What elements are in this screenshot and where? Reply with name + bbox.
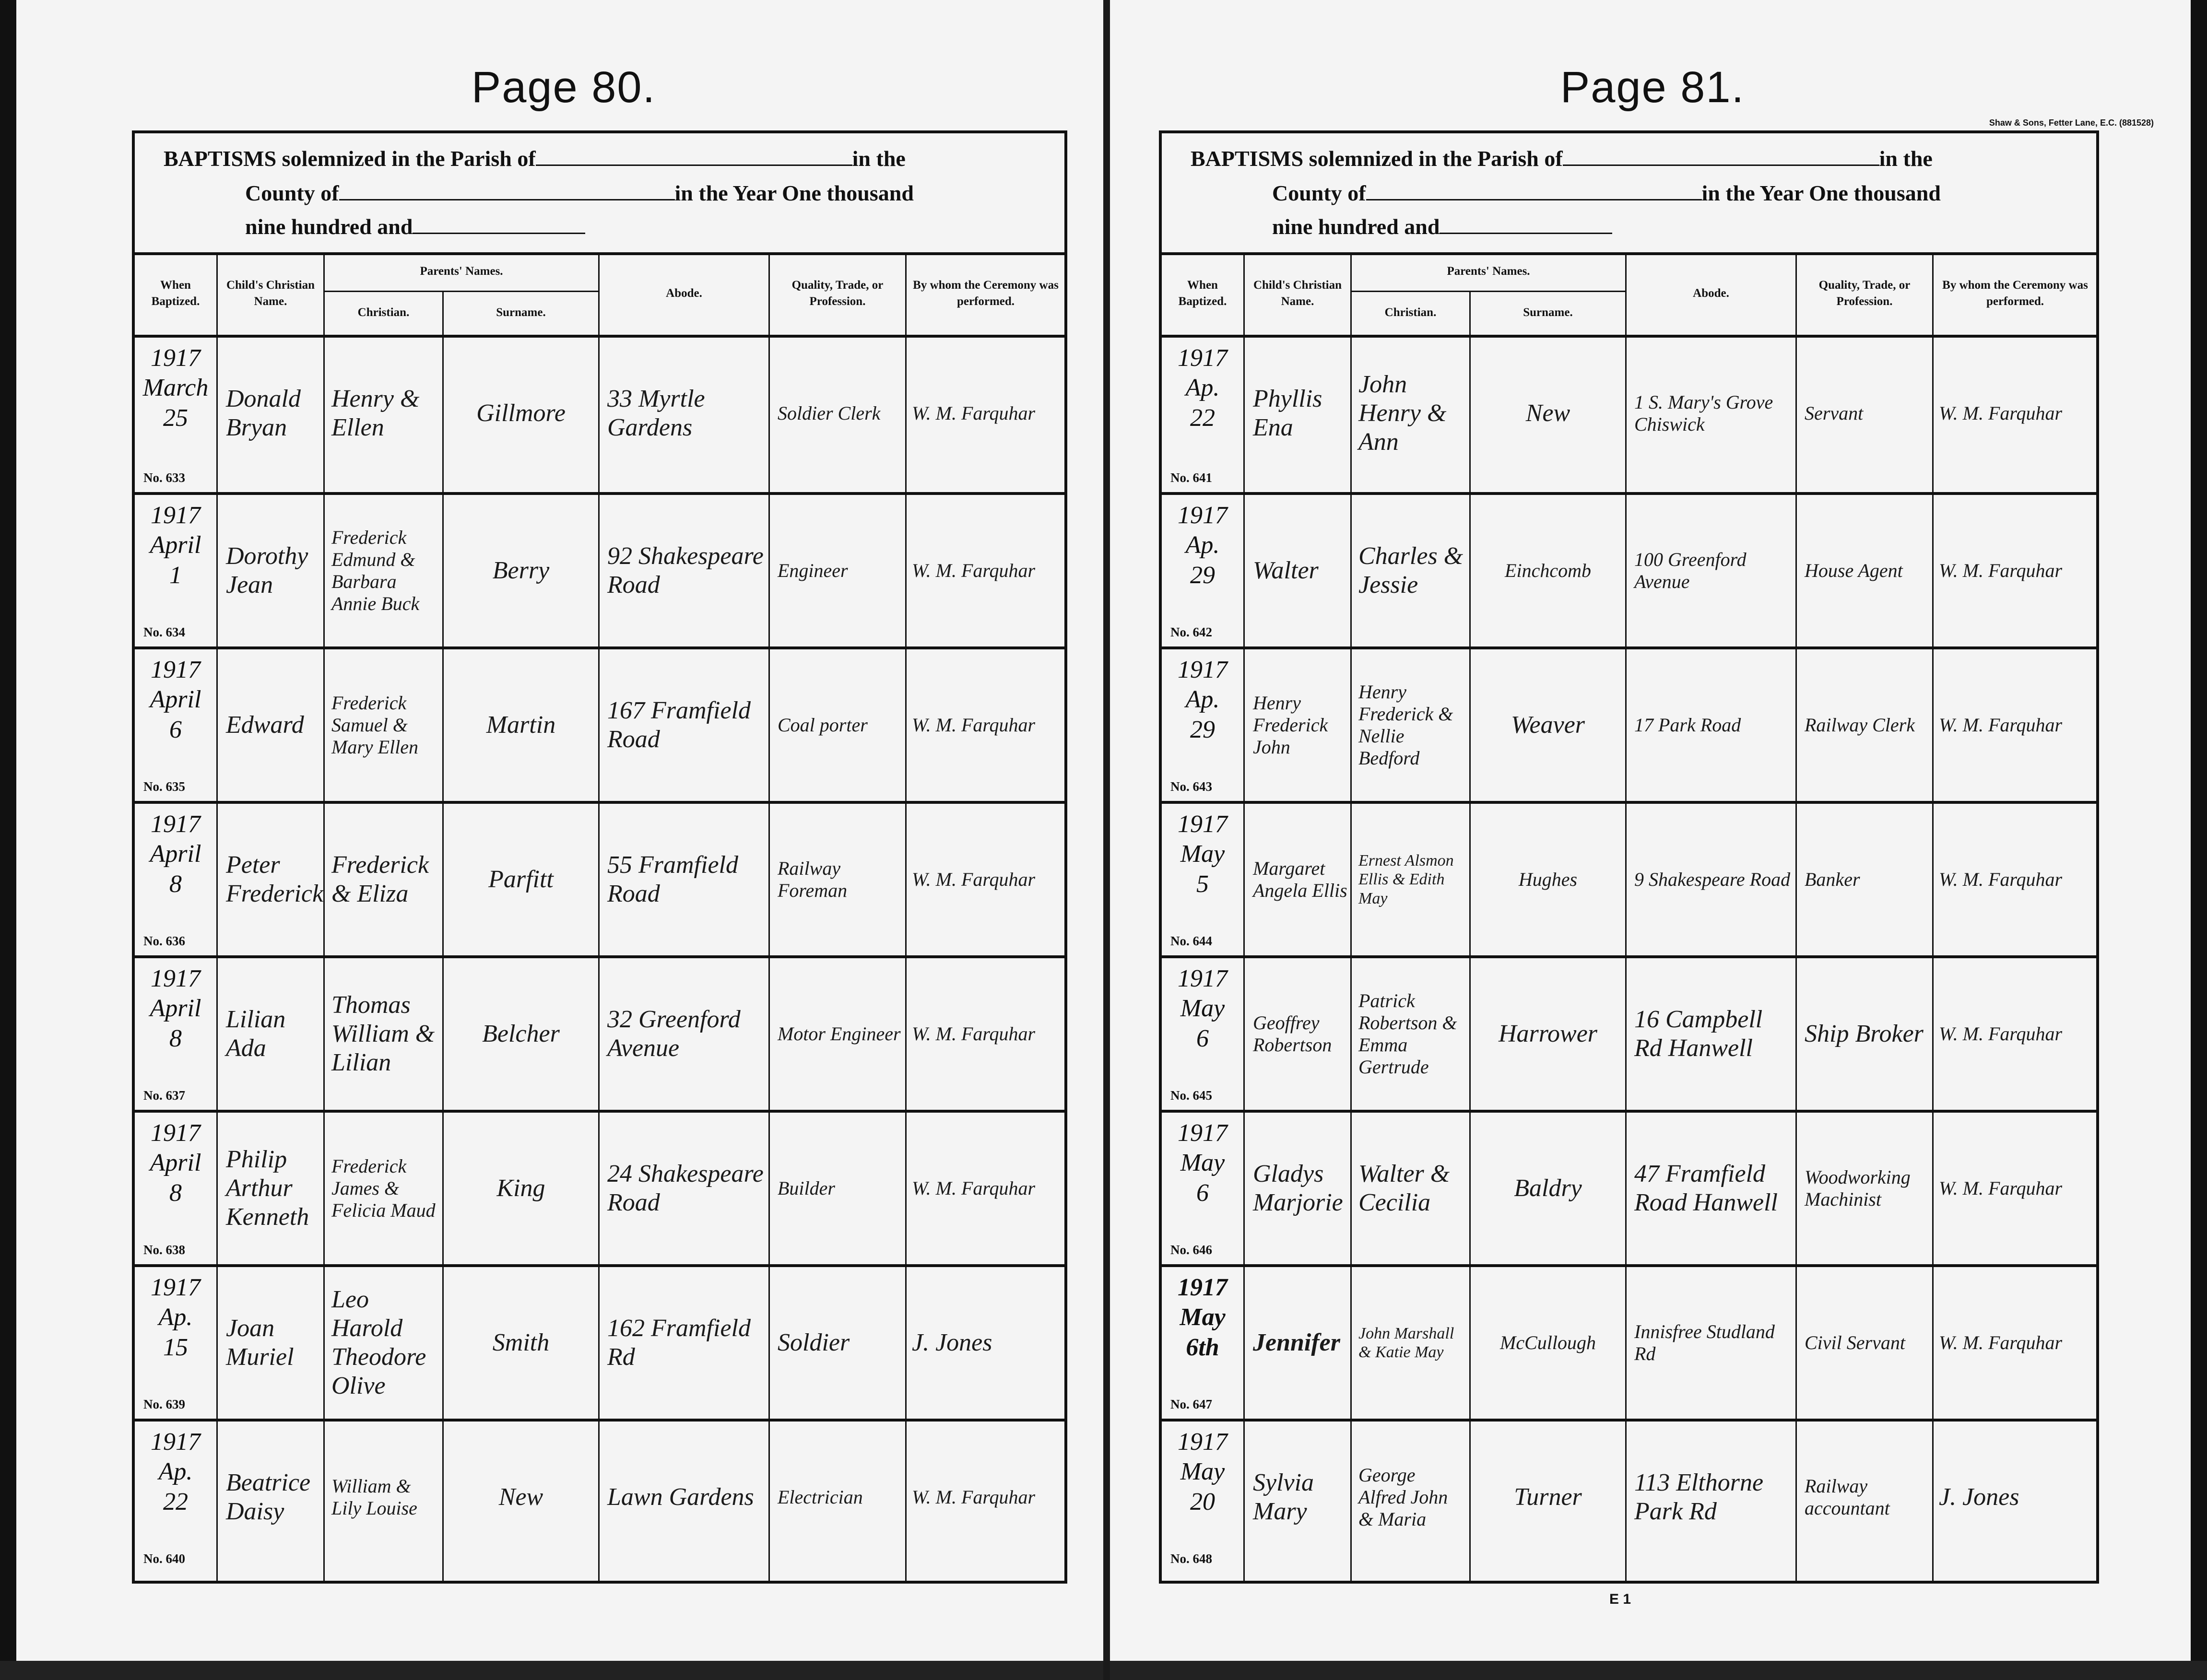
entry-number: No. 648 xyxy=(1170,1551,1212,1566)
entry-day: 22 xyxy=(163,1488,188,1516)
col-abode: Abode. xyxy=(666,287,702,300)
entry-child: Donald Bryan xyxy=(226,385,301,441)
table-row xyxy=(135,1110,1064,1264)
entry-month: April xyxy=(150,686,201,714)
entry-day: 6 xyxy=(169,716,182,743)
entry-parents-christian: John Henry & Ann xyxy=(1358,371,1447,456)
page-title: Page 80. xyxy=(471,63,656,112)
entry-parents-christian: Charles & Jessie xyxy=(1358,542,1463,599)
county-blank xyxy=(1366,199,1702,200)
divider xyxy=(325,291,598,292)
entry-abode: 167 Framfield Road xyxy=(607,697,751,753)
entry-child: Gladys Marjorie xyxy=(1253,1160,1343,1216)
register-frame xyxy=(1159,130,2099,1584)
entry-child: Peter Frederick xyxy=(226,851,324,907)
entry-year: 1917 xyxy=(1178,502,1227,529)
table-row xyxy=(135,1419,1064,1573)
entry-officiant: W. M. Farquhar xyxy=(1939,1332,2063,1353)
col-by-whom: By whom the Ceremony was performed. xyxy=(1942,279,2088,308)
entry-parents-christian: Ernest Alsmon Ellis & Edith May xyxy=(1358,852,1454,907)
table-row xyxy=(135,338,1064,492)
entry-parents-christian: Walter & Cecilia xyxy=(1358,1160,1450,1216)
entry-month: Ap. xyxy=(158,1458,193,1486)
entry-quality: Motor Engineer xyxy=(778,1023,901,1045)
col-parents: Parents' Names. xyxy=(1447,265,1530,278)
entry-year: 1917 xyxy=(151,811,201,838)
entry-number: No. 634 xyxy=(143,625,185,639)
table-row xyxy=(135,1264,1064,1419)
register-header xyxy=(135,133,1064,255)
parish-blank xyxy=(1563,164,1879,166)
entry-quality: Woodworking Machinist xyxy=(1805,1166,1911,1210)
entry-quality: Coal porter xyxy=(778,714,868,736)
entry-parents-christian: Henry & Ellen xyxy=(331,385,420,441)
header-text: in the xyxy=(1879,146,1933,171)
entry-day: 20 xyxy=(1190,1488,1215,1516)
col-abode: Abode. xyxy=(1693,287,1729,300)
entry-parents-christian: Frederick Edmund & Barbara Annie Buck xyxy=(331,527,420,614)
entry-officiant: W. M. Farquhar xyxy=(912,1486,1036,1508)
entry-surname: McCullough xyxy=(1500,1332,1596,1353)
register-header xyxy=(1162,133,2096,255)
year-blank xyxy=(413,233,585,234)
entry-month: Ap. xyxy=(158,1304,193,1331)
entry-year: 1917 xyxy=(1178,965,1227,992)
entry-month: Ap. xyxy=(1185,686,1220,714)
entry-abode: 17 Park Road xyxy=(1634,714,1741,736)
entry-officiant: W. M. Farquhar xyxy=(1939,1023,2063,1045)
entry-month: May xyxy=(1180,995,1225,1022)
entry-abode: 24 Shakespeare Road xyxy=(607,1160,764,1216)
entry-day: 25 xyxy=(163,404,188,432)
entry-quality: Builder xyxy=(778,1177,835,1199)
col-child: Child's Christian Name. xyxy=(226,279,315,308)
entry-number: No. 640 xyxy=(143,1551,185,1566)
book-gutter xyxy=(1103,0,1110,1680)
table-row xyxy=(135,492,1064,646)
entry-parents-christian: Henry Frederick & Nellie Bedford xyxy=(1358,681,1453,769)
entry-abode: 100 Greenford Avenue xyxy=(1634,549,1747,592)
entry-child: Walter xyxy=(1253,557,1319,585)
entry-day: 6 xyxy=(1196,1179,1209,1207)
table-row xyxy=(135,801,1064,955)
table-row xyxy=(1162,801,2096,955)
entry-officiant: J. Jones xyxy=(912,1329,992,1357)
entry-officiant: W. M. Farquhar xyxy=(912,402,1036,424)
entry-surname: Martin xyxy=(486,711,556,739)
year-blank xyxy=(1440,233,1612,234)
entry-abode: 47 Framfield Road Hanwell xyxy=(1634,1160,1778,1216)
entry-year: 1917 xyxy=(1178,1119,1227,1147)
entry-quality: Soldier Clerk xyxy=(778,402,881,424)
entry-surname: New xyxy=(498,1483,543,1511)
entry-abode: 113 Elthorne Park Rd xyxy=(1634,1469,1764,1525)
entry-month: April xyxy=(150,840,201,868)
entry-surname: Belcher xyxy=(482,1020,560,1048)
left-page xyxy=(29,0,1098,1680)
entry-month: April xyxy=(150,1149,201,1177)
entry-officiant: W. M. Farquhar xyxy=(1939,1177,2063,1199)
header-text: nine hundred and xyxy=(1272,214,1440,239)
entry-surname: Baldry xyxy=(1514,1175,1582,1202)
entry-parents-christian: John Marshall & Katie May xyxy=(1358,1324,1454,1361)
col-christian: Christian. xyxy=(1384,306,1437,319)
parish-blank xyxy=(536,164,852,166)
entry-number: No. 635 xyxy=(143,779,185,794)
entry-month: Ap. xyxy=(1185,531,1220,559)
header-text: County of xyxy=(245,181,339,205)
entry-day: 8 xyxy=(169,870,182,898)
entry-surname: Hughes xyxy=(1518,869,1578,890)
entry-day: 8 xyxy=(169,1024,182,1052)
entry-quality: Electrician xyxy=(778,1486,863,1508)
header-text: BAPTISMS solemnized in the Parish of xyxy=(164,146,536,171)
entry-year: 1917 xyxy=(151,344,201,372)
entry-year: 1917 xyxy=(1178,344,1227,372)
entry-month: April xyxy=(150,995,201,1022)
col-christian: Christian. xyxy=(357,306,410,319)
entry-officiant: W. M. Farquhar xyxy=(1939,714,2063,736)
entry-number: No. 638 xyxy=(143,1243,185,1257)
entry-month: May xyxy=(1180,1149,1225,1177)
entry-parents-christian: Frederick James & Felicia Maud xyxy=(331,1155,436,1221)
col-surname: Surname. xyxy=(1523,306,1573,319)
entry-year: 1917 xyxy=(1178,656,1227,683)
scan-edge-left xyxy=(0,0,16,1680)
entry-officiant: W. M. Farquhar xyxy=(912,1023,1036,1045)
entry-officiant: W. M. Farquhar xyxy=(912,1177,1036,1199)
entry-month: Ap. xyxy=(1185,374,1220,402)
entry-child: Philip Arthur Kenneth xyxy=(226,1146,309,1231)
entry-number: No. 641 xyxy=(1170,470,1212,485)
printer-imprint: Shaw & Sons, Fetter Lane, E.C. (881528) xyxy=(1989,118,2154,128)
entry-officiant: W. M. Farquhar xyxy=(912,560,1036,581)
entry-number: No. 642 xyxy=(1170,625,1212,639)
entry-quality: Engineer xyxy=(778,560,848,581)
table-row xyxy=(1162,1264,2096,1419)
col-by-whom: By whom the Ceremony was performed. xyxy=(913,279,1059,308)
header-text: in the Year One thousand xyxy=(1701,181,1941,205)
register-frame xyxy=(132,130,1067,1584)
entry-abode: Lawn Gardens xyxy=(607,1483,754,1511)
entry-surname: Berry xyxy=(492,557,550,585)
entry-parents-christian: George Alfred John & Maria xyxy=(1358,1464,1448,1530)
entry-year: 1917 xyxy=(151,502,201,529)
entry-child: Geoffrey Robertson xyxy=(1253,1012,1332,1056)
entry-abode: 1 S. Mary's Grove Chiswick xyxy=(1634,391,1773,435)
header-text: nine hundred and xyxy=(245,214,413,239)
entry-month: March xyxy=(142,374,209,402)
entry-parents-christian: Thomas William & Lilian xyxy=(331,991,435,1076)
entry-surname: Gillmore xyxy=(476,399,566,427)
entry-day: 22 xyxy=(1190,404,1215,432)
entry-number: No. 637 xyxy=(143,1088,185,1103)
entry-surname: Weaver xyxy=(1511,711,1585,739)
col-when: When Baptized. xyxy=(151,279,200,308)
entry-quality: Railway Foreman xyxy=(778,858,848,901)
entry-day: 8 xyxy=(169,1179,182,1207)
col-quality: Quality, Trade, or Profession. xyxy=(1818,279,1911,308)
entry-surname: Smith xyxy=(492,1329,550,1357)
table-row xyxy=(1162,492,2096,646)
entry-month: May xyxy=(1180,1304,1226,1331)
entry-child: Phyllis Ena xyxy=(1253,385,1322,441)
entry-day: 6 xyxy=(1196,1024,1209,1052)
entry-abode: Innisfree Studland Rd xyxy=(1634,1321,1775,1364)
entry-quality: Civil Servant xyxy=(1805,1332,1905,1353)
entry-surname: King xyxy=(496,1175,545,1202)
entry-abode: 33 Myrtle Gardens xyxy=(607,385,705,441)
page-title: Page 81. xyxy=(1560,63,1745,112)
entry-number: No. 644 xyxy=(1170,934,1212,948)
entry-year: 1917 xyxy=(151,965,201,992)
entry-month: April xyxy=(150,531,201,559)
right-page xyxy=(1118,0,2187,1680)
entry-quality: Ship Broker xyxy=(1805,1020,1924,1048)
header-text: in the Year One thousand xyxy=(674,181,914,205)
entry-abode: 16 Campbell Rd Hanwell xyxy=(1634,1006,1763,1062)
col-child: Child's Christian Name. xyxy=(1253,279,1342,308)
entry-abode: 55 Framfield Road xyxy=(607,851,738,907)
table-row xyxy=(1162,1419,2096,1573)
entry-quality: Soldier xyxy=(778,1329,850,1357)
table-row xyxy=(135,646,1064,801)
entry-year: 1917 xyxy=(151,656,201,683)
table-row xyxy=(1162,1110,2096,1264)
table-row xyxy=(135,955,1064,1110)
entry-parents-christian: Leo Harold Theodore Olive xyxy=(331,1286,426,1399)
entry-surname: Turner xyxy=(1514,1483,1582,1511)
header-text: BAPTISMS solemnized in the Parish of xyxy=(1191,146,1563,171)
entry-year: 1917 xyxy=(151,1119,201,1147)
col-surname: Surname. xyxy=(496,306,546,319)
entry-number: No. 646 xyxy=(1170,1243,1212,1257)
entry-parents-christian: Patrick Robertson & Emma Gertrude xyxy=(1358,990,1457,1078)
entry-child: Edward xyxy=(226,711,304,739)
entry-month: May xyxy=(1180,1458,1225,1486)
column-headers xyxy=(135,252,1064,338)
divider xyxy=(1352,291,1625,292)
header-text: County of xyxy=(1272,181,1366,205)
entry-child: Sylvia Mary xyxy=(1253,1469,1314,1525)
entry-quality: Railway Clerk xyxy=(1805,714,1915,736)
entry-surname: Harrower xyxy=(1498,1020,1598,1048)
col-when: When Baptized. xyxy=(1178,279,1227,308)
entry-day: 6th xyxy=(1186,1333,1219,1361)
entry-abode: 92 Shakespeare Road xyxy=(607,542,764,599)
entry-quality: Banker xyxy=(1805,869,1860,890)
entry-officiant: J. Jones xyxy=(1939,1483,2019,1511)
entry-year: 1917 xyxy=(1178,1274,1227,1301)
entry-month: May xyxy=(1180,840,1225,868)
entry-child: Henry Frederick John xyxy=(1253,692,1328,758)
entry-quality: House Agent xyxy=(1805,560,1903,581)
entry-child: Lilian Ada xyxy=(226,1006,286,1062)
column-headers xyxy=(1162,252,2096,338)
signature-mark: E 1 xyxy=(1609,1591,1631,1607)
entry-number: No. 633 xyxy=(143,470,185,485)
entry-parents-christian: Frederick & Eliza xyxy=(331,851,429,907)
scan-edge-right xyxy=(2191,0,2207,1680)
col-quality: Quality, Trade, or Profession. xyxy=(791,279,884,308)
entry-surname: New xyxy=(1525,399,1570,427)
entry-number: No. 639 xyxy=(143,1397,185,1411)
entry-abode: 9 Shakespeare Road xyxy=(1634,869,1791,890)
table-row xyxy=(1162,338,2096,492)
entry-officiant: W. M. Farquhar xyxy=(1939,869,2063,890)
entry-child: Margaret Angela Ellis xyxy=(1253,858,1347,901)
entry-number: No. 645 xyxy=(1170,1088,1212,1103)
entry-parents-christian: William & Lily Louise xyxy=(331,1475,417,1519)
county-blank xyxy=(339,199,675,200)
entry-surname: Einchcomb xyxy=(1505,560,1591,581)
entry-day: 29 xyxy=(1190,561,1215,589)
table-row xyxy=(1162,646,2096,801)
entry-day: 29 xyxy=(1190,716,1215,743)
col-parents: Parents' Names. xyxy=(420,265,503,278)
entry-quality: Servant xyxy=(1805,402,1864,424)
entry-year: 1917 xyxy=(1178,1428,1227,1456)
entry-officiant: W. M. Farquhar xyxy=(1939,560,2063,581)
entry-officiant: W. M. Farquhar xyxy=(912,714,1036,736)
entry-year: 1917 xyxy=(151,1274,201,1301)
entry-day: 15 xyxy=(163,1333,188,1361)
entry-child: Joan Muriel xyxy=(226,1315,294,1371)
entry-officiant: W. M. Farquhar xyxy=(912,869,1036,890)
entry-number: No. 636 xyxy=(143,934,185,948)
entry-year: 1917 xyxy=(1178,811,1227,838)
entry-abode: 162 Framfield Rd xyxy=(607,1315,751,1371)
entry-parents-christian: Frederick Samuel & Mary Ellen xyxy=(331,692,419,758)
entry-year: 1917 xyxy=(151,1428,201,1456)
entry-child: Beatrice Daisy xyxy=(226,1469,311,1525)
entry-surname: Parfitt xyxy=(488,866,554,893)
entry-abode: 32 Greenford Avenue xyxy=(607,1006,741,1062)
entry-child: Jennifer xyxy=(1253,1329,1340,1357)
entry-day: 5 xyxy=(1196,870,1209,898)
entry-number: No. 643 xyxy=(1170,779,1212,794)
entry-day: 1 xyxy=(169,561,182,589)
entry-quality: Railway accountant xyxy=(1805,1475,1890,1519)
entry-child: Dorothy Jean xyxy=(226,542,308,599)
table-row xyxy=(1162,955,2096,1110)
header-text: in the xyxy=(852,146,906,171)
entry-number: No. 647 xyxy=(1170,1397,1212,1411)
entry-officiant: W. M. Farquhar xyxy=(1939,402,2063,424)
